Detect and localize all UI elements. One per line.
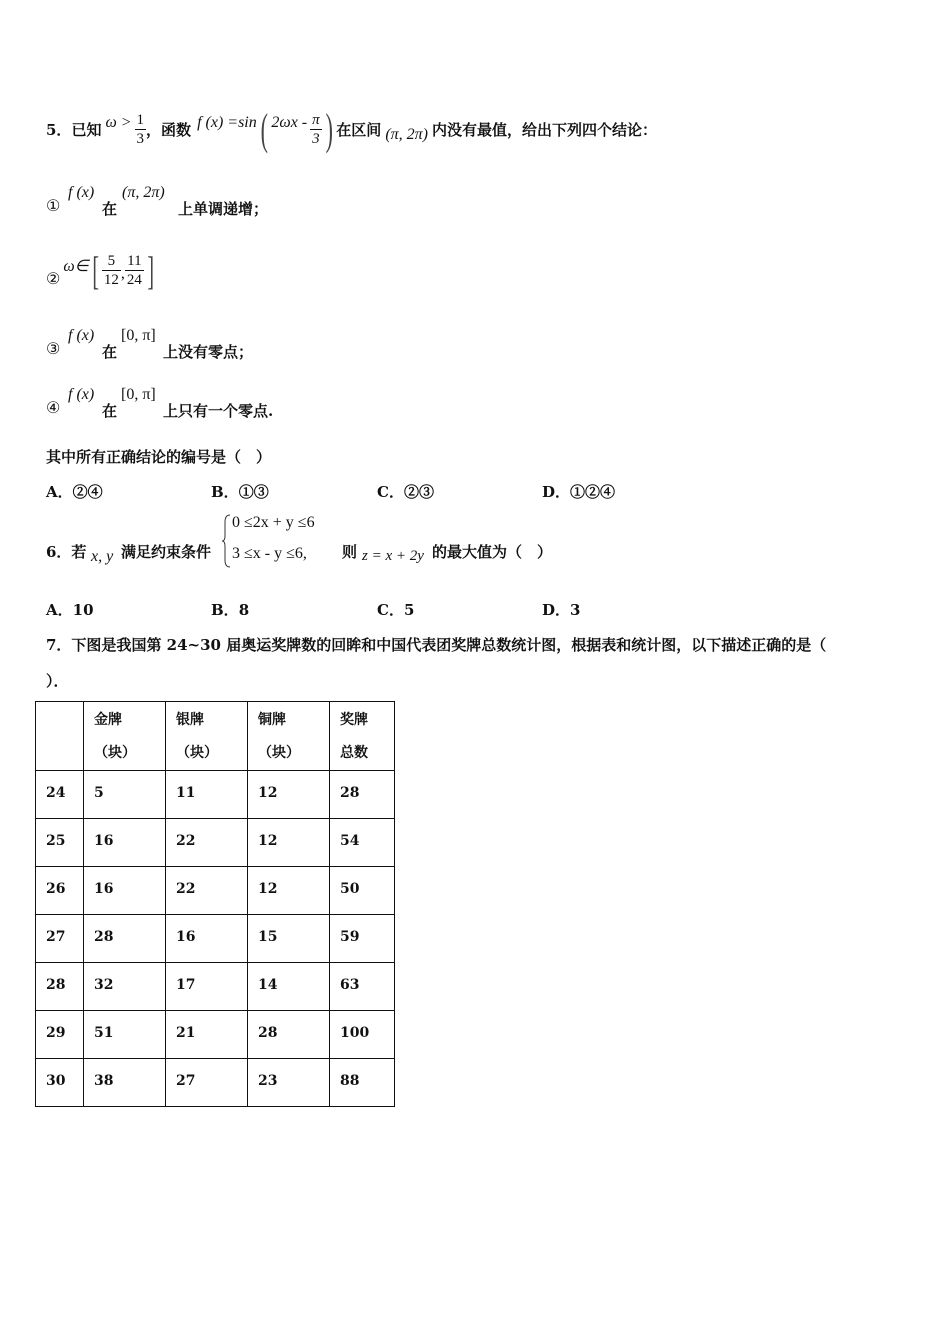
header-1-line2: （块） [94,745,136,761]
item-4-text: 上只有一个零点. [163,402,274,420]
q6-option-c-label: C． [377,601,404,619]
q5-in-interval: 在区间 [336,120,382,139]
item-3-fx: f (x) [68,327,95,344]
q5-function-lhs: f (x) =sin [197,114,257,131]
item-1-fx: f (x) [68,184,95,201]
table-cell: 23 [248,1059,330,1107]
table-row [36,963,395,1011]
table-cell: 30 [36,1059,84,1107]
item-1-zai: 在 [102,200,118,218]
q5-intro: 已知 [71,120,102,139]
item-3-text: 上没有零点； [163,343,254,361]
q5-right-paren: ) [325,104,333,154]
table-cell: 22 [166,867,248,915]
q5-arg-fraction [310,111,322,148]
item-2-frac1-den: 12 [103,271,119,288]
q6-number: 6．若 [46,543,87,561]
q6-constraint-1: 0 ≤2x + y ≤6 [232,514,315,531]
item-2-left-bracket: [ [91,247,99,293]
item-1-mark: ① [46,196,61,215]
item-2-mark: ② [46,268,61,288]
q6-option-d-label: D． [542,601,571,619]
q5-item-2 [46,244,157,296]
table-cell: 50 [330,867,395,915]
q5-option-a-value: ②④ [72,483,103,501]
q5-function-arg: 2ωx - [271,114,308,131]
table-cell: 16 [84,867,166,915]
header-cell-silver [166,702,248,771]
q5-arg-den: 3 [312,130,320,147]
q6-option-b-label: B． [211,601,239,619]
item-2-frac2-num: 11 [125,252,144,271]
table-row [36,819,395,867]
q6-option-d [542,599,580,620]
item-3-zai: 在 [102,343,118,361]
item-2-omega-in: ω∈ [63,258,89,275]
table-row [36,915,395,963]
table-cell: 21 [166,1011,248,1059]
q6-brace-icon [222,514,232,568]
table-row [36,1059,395,1107]
q5-arg-num: π [312,111,320,128]
table-cell: 88 [330,1059,395,1107]
table-cell: 16 [84,819,166,867]
q5-comma-func: ，函数 [146,120,192,139]
q6-constraint-2: 3 ≤x - y ≤6, [232,545,307,562]
q5-option-c-label: C． [377,483,404,501]
table-cell: 28 [36,963,84,1011]
table-cell: 54 [330,819,395,867]
q5-stem [46,103,657,155]
item-4-fx: f (x) [68,386,95,403]
item-2-frac1-num: 5 [102,252,121,271]
header-2-line2: （块） [176,745,218,761]
q6-option-b-value: 8 [238,601,250,619]
item-2-fraction-1 [102,252,121,289]
q5-tail: 内没有最值，给出下列四个结论： [432,120,658,139]
q6-then: 则 [342,543,358,561]
table-cell: 29 [36,1011,84,1059]
table-cell: 14 [248,963,330,1011]
q6-vars: x, y [91,548,114,565]
q5-question: 其中所有正确结论的编号是（ ） [46,448,272,466]
table-row [36,1011,395,1059]
item-1-range: (π, 2π) [122,184,165,201]
q6-option-a-value: 10 [72,601,94,619]
header-3-line2: （块） [258,745,300,761]
table-cell: 16 [166,915,248,963]
table-cell: 15 [248,915,330,963]
table-cell: 26 [36,867,84,915]
item-4-range: [0, π] [121,386,156,403]
table-cell: 22 [166,819,248,867]
table-cell: 38 [84,1059,166,1107]
q5-condition-fraction [135,111,147,148]
table-cell: 51 [84,1011,166,1059]
q6-option-c-value: 5 [403,601,415,619]
header-4-line1: 奖牌 [340,712,368,728]
q5-option-a-label: A． [46,483,73,501]
q6-option-a [46,599,94,620]
header-cell-total [330,702,395,771]
table-cell: 12 [248,771,330,819]
item-1-text: 上单调递增； [178,200,269,218]
table-row [36,771,395,819]
q6-objective: z = x + 2y [362,548,424,564]
header-cell-gold [84,702,166,771]
q5-option-d [542,481,615,502]
table-cell: 12 [248,867,330,915]
q5-option-d-value: ①②④ [570,483,616,501]
item-4-mark: ④ [46,398,61,417]
q5-omega-condition: ω > [105,114,132,131]
item-2-right-bracket: ] [147,247,154,293]
q5-cond-den: 3 [136,130,145,147]
table-cell: 27 [36,915,84,963]
item-2-fraction-2 [125,252,144,289]
q6-tail: 的最大值为（ ） [432,543,553,561]
item-3-range: [0, π] [121,327,156,344]
q5-left-paren: ( [260,104,268,154]
table-row [36,867,395,915]
table-cell: 5 [84,771,166,819]
q5-option-d-label: D． [542,483,571,501]
item-2-frac2-den: 24 [126,271,142,288]
q6-option-d-value: 3 [570,601,581,619]
table-cell: 24 [36,771,84,819]
medal-table [35,701,395,1107]
table-cell: 17 [166,963,248,1011]
header-1-line1: 金牌 [94,712,122,728]
table-cell: 100 [330,1011,395,1059]
item-4-zai: 在 [102,402,118,420]
q6-option-a-label: A． [46,601,73,619]
q5-number: 5． [46,120,72,139]
table-cell: 27 [166,1059,248,1107]
table-header-row [36,702,395,771]
item-2-comma: , [120,265,125,282]
table-cell: 28 [84,915,166,963]
table-cell: 63 [330,963,395,1011]
q6-constraint-text: 满足约束条件 [121,543,212,561]
header-2-line1: 银牌 [176,712,204,728]
table-cell: 59 [330,915,395,963]
table-cell: 25 [36,819,84,867]
q5-cond-num: 1 [136,111,145,128]
q6-option-c [377,599,414,620]
q5-option-a [46,481,103,502]
q5-option-c-value: ②③ [403,483,434,501]
header-cell-session [36,702,84,771]
q5-option-b [211,481,269,502]
table-cell: 12 [248,819,330,867]
q5-option-b-label: B． [211,483,239,501]
table-cell: 28 [248,1011,330,1059]
q5-interval: (π, 2π) [385,126,428,143]
header-3-line1: 铜牌 [258,712,286,728]
table-cell: 32 [84,963,166,1011]
q6-option-b [211,599,249,620]
q5-option-b-value: ①③ [238,483,269,501]
table-cell: 28 [330,771,395,819]
table-cell: 11 [166,771,248,819]
header-cell-bronze [248,702,330,771]
q5-option-c [377,481,434,502]
header-4-line2: 总数 [340,745,368,761]
item-3-mark: ③ [46,339,61,358]
q7-line-1: 7．下图是我国第 24~30 届奥运奖牌数的回眸和中国代表团奖牌总数统计图，根据表和统计图，以下描述正确的是（ [46,636,827,654]
q7-line-2: ）． [46,672,69,690]
